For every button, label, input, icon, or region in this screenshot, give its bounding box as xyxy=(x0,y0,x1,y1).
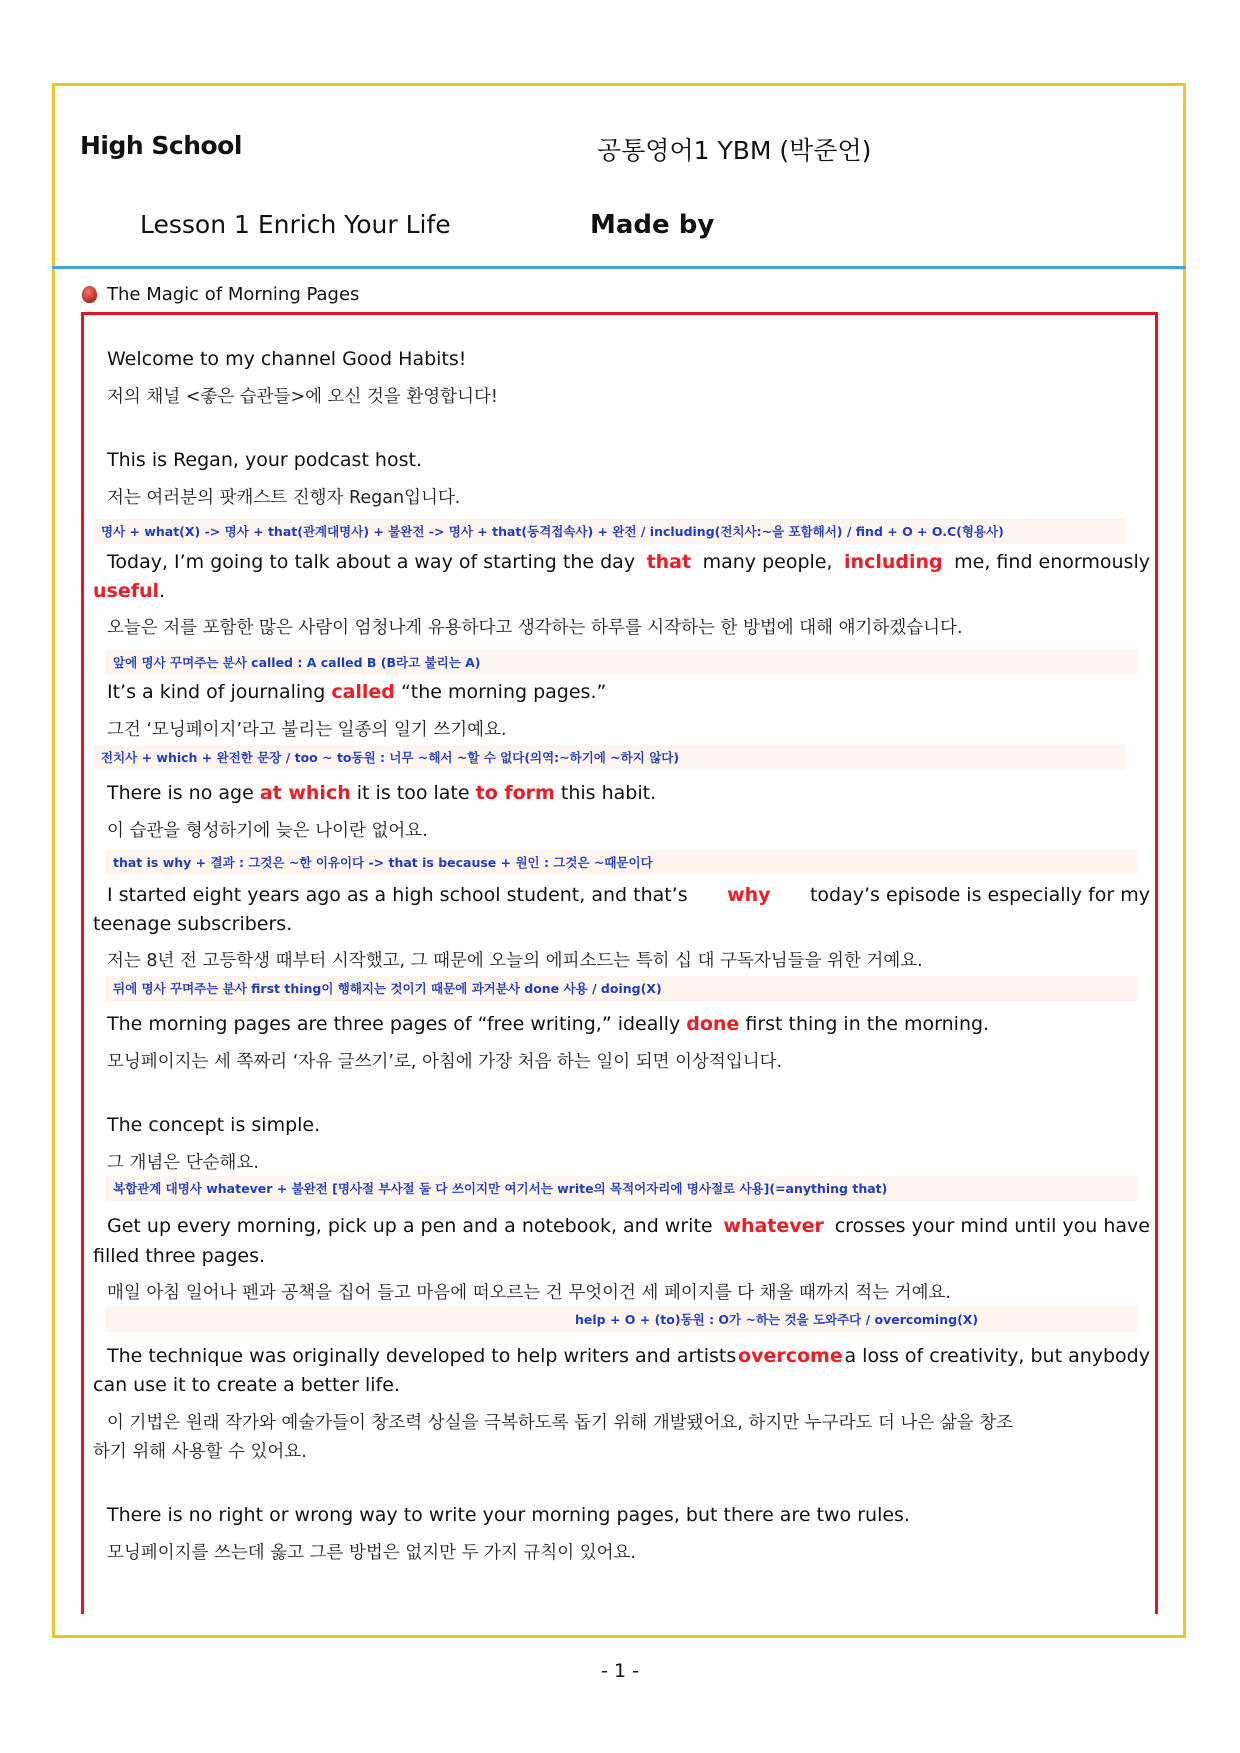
sentence-part: Get up every morning, pick up a pen and a notebook, and write xyxy=(107,1215,713,1237)
english-sentence xyxy=(107,782,656,804)
section-title xyxy=(82,284,359,305)
sentence-part: this habit. xyxy=(554,782,657,804)
korean-translation: 저는 8년 전 고등학생 때부터 시작했고, 그 때문에 오늘의 에피소드는 특히 십 대 구독자님들을 위한 거예요. xyxy=(107,951,923,971)
sentence-part: a loss of creativity, but anybody xyxy=(844,1345,1150,1367)
lesson-title: Lesson 1 Enrich Your Life xyxy=(140,210,451,239)
english-sentence-continued: can use it to create a better life. xyxy=(93,1374,400,1396)
highlighted-word: including xyxy=(844,551,943,573)
sentence-part: Today, I’m going to talk about a way of starting the day xyxy=(107,551,636,573)
korean-translation-continued: 하기 위해 사용할 수 있어요. xyxy=(93,1442,307,1462)
sentence-part: It’s a kind of journaling xyxy=(107,681,332,703)
sentence-part: today’s episode is especially for my xyxy=(809,884,1150,906)
highlighted-word: useful xyxy=(93,580,160,602)
english-sentence: This is Regan, your podcast host. xyxy=(107,449,422,471)
grammar-note: 앞에 명사 꾸며주는 분사 called : A called B (B라고 불리는 A) xyxy=(105,650,1137,675)
english-sentence-continued: filled three pages. xyxy=(93,1245,266,1267)
english-sentence-continued xyxy=(93,580,165,602)
sentence-part: There is no age xyxy=(107,782,260,804)
sentence-part: me, find enormously xyxy=(954,551,1150,573)
translation-text: 이 기법은 원래 작가와 예술가들이 창조력 상실을 극복하도록 돕기 위해 개발됐어요, 하지만 누구라도 더 나은 삶을 창조 xyxy=(107,1413,1014,1433)
korean-translation: 모닝페이지를 쓰는데 옳고 그른 방법은 없지만 두 가지 규칙이 있어요. xyxy=(107,1543,636,1563)
english-sentence xyxy=(107,1215,1150,1237)
korean-translation: 저의 채널 <좋은 습관들>에 오신 것을 환영합니다! xyxy=(107,387,498,407)
highlighted-word: to form xyxy=(475,782,555,804)
sentence-part: . xyxy=(159,580,166,602)
korean-translation: 그건 ‘모닝페이지’라고 불리는 일종의 일기 쓰기예요. xyxy=(107,720,507,740)
english-sentence xyxy=(107,551,1150,573)
grammar-note: 명사 + what(X) -> 명사 + that(관계대명사) + 불완전 -> 명사 + that(동격접속사) + 완전 / including(전치사:~을 포함해서) / find + O + O.C(형용사) xyxy=(93,519,1125,544)
english-sentence xyxy=(107,681,606,703)
strawberry-icon xyxy=(82,286,97,303)
english-sentence xyxy=(107,884,1150,906)
highlighted-word: that xyxy=(646,551,692,573)
grammar-note: 복합관계 대명사 whatever + 불완전 [명사절 부사절 둘 다 쓰이지만 여기서는 write의 목적어자리에 명사절로 사용](=anything that) xyxy=(105,1176,1137,1201)
made-by-label: Made by xyxy=(590,210,715,240)
korean-translation: 저는 여러분의 팟캐스트 진행자 Regan입니다. xyxy=(107,488,461,508)
sentence-part: first thing in the morning. xyxy=(739,1013,990,1035)
grammar-note: 뒤에 명사 꾸며주는 분사 first thing이 행해지는 것이기 때문에 과거분사 done 사용 / doing(X) xyxy=(105,976,1137,1001)
english-sentence: The concept is simple. xyxy=(107,1114,321,1136)
korean-translation xyxy=(107,1409,1150,1434)
korean-translation: 그 개념은 단순해요. xyxy=(107,1153,259,1173)
english-sentence: There is no right or wrong way to write your morning pages, but there are two rules. xyxy=(107,1504,910,1526)
sentence-part: “the morning pages.” xyxy=(394,681,607,703)
korean-translation: 오늘은 저를 포함한 많은 사람이 엄청나게 유용하다고 생각하는 하루를 시작하는 한 방법에 대해 얘기하겠습니다. xyxy=(107,618,963,638)
english-sentence xyxy=(107,1345,1150,1367)
korean-translation: 모닝페이지는 세 쪽짜리 ‘자유 글쓰기’로, 아침에 가장 처음 하는 일이 되면 이상적입니다. xyxy=(107,1052,783,1072)
english-sentence-continued: teenage subscribers. xyxy=(93,913,293,935)
highlighted-word: at which xyxy=(259,782,351,804)
korean-translation: 이 습관을 형성하기에 늦은 나이란 없어요. xyxy=(107,821,428,841)
section-title-text: The Magic of Morning Pages xyxy=(107,284,360,305)
english-sentence xyxy=(107,1013,989,1035)
korean-translation: 매일 아침 일어나 펜과 공책을 집어 들고 마음에 떠오르는 건 무엇이건 세 페이지를 다 채울 때까지 적는 거예요. xyxy=(107,1283,951,1303)
header-divider xyxy=(52,266,1186,269)
sentence-part: The morning pages are three pages of “free writing,” ideally xyxy=(107,1013,687,1035)
highlighted-word: overcome xyxy=(738,1345,843,1367)
grammar-note: help + O + (to)동원 : O가 ~하는 것을 도와주다 / overcoming(X) xyxy=(105,1307,1137,1332)
sentence-part: The technique was originally developed to help writers and artists xyxy=(107,1345,737,1367)
english-sentence: Welcome to my channel Good Habits! xyxy=(107,348,467,370)
highlighted-word: done xyxy=(686,1013,740,1035)
page-number: - 1 - xyxy=(601,1660,639,1682)
school-label: High School xyxy=(80,131,242,160)
sentence-part: crosses your mind until you have xyxy=(834,1215,1150,1237)
sentence-part: it is too late xyxy=(350,782,476,804)
sentence-part: many people, xyxy=(702,551,833,573)
textbook-label: 공통영어1 YBM (박준언) xyxy=(597,136,872,165)
grammar-note: that is why + 결과 : 그것은 ~한 이유이다 -> that is because + 원인 : 그것은 ~때문이다 xyxy=(105,850,1137,875)
highlighted-word: whatever xyxy=(723,1215,824,1237)
sentence-part: I started eight years ago as a high school student, and that’s xyxy=(107,884,688,906)
highlighted-word: called xyxy=(331,681,395,703)
grammar-note: 전치사 + which + 완전한 문장 / too ~ to동원 : 너무 ~해서 ~할 수 없다(의역:~하기에 ~하지 않다) xyxy=(93,745,1125,770)
highlighted-word: why xyxy=(727,884,771,906)
